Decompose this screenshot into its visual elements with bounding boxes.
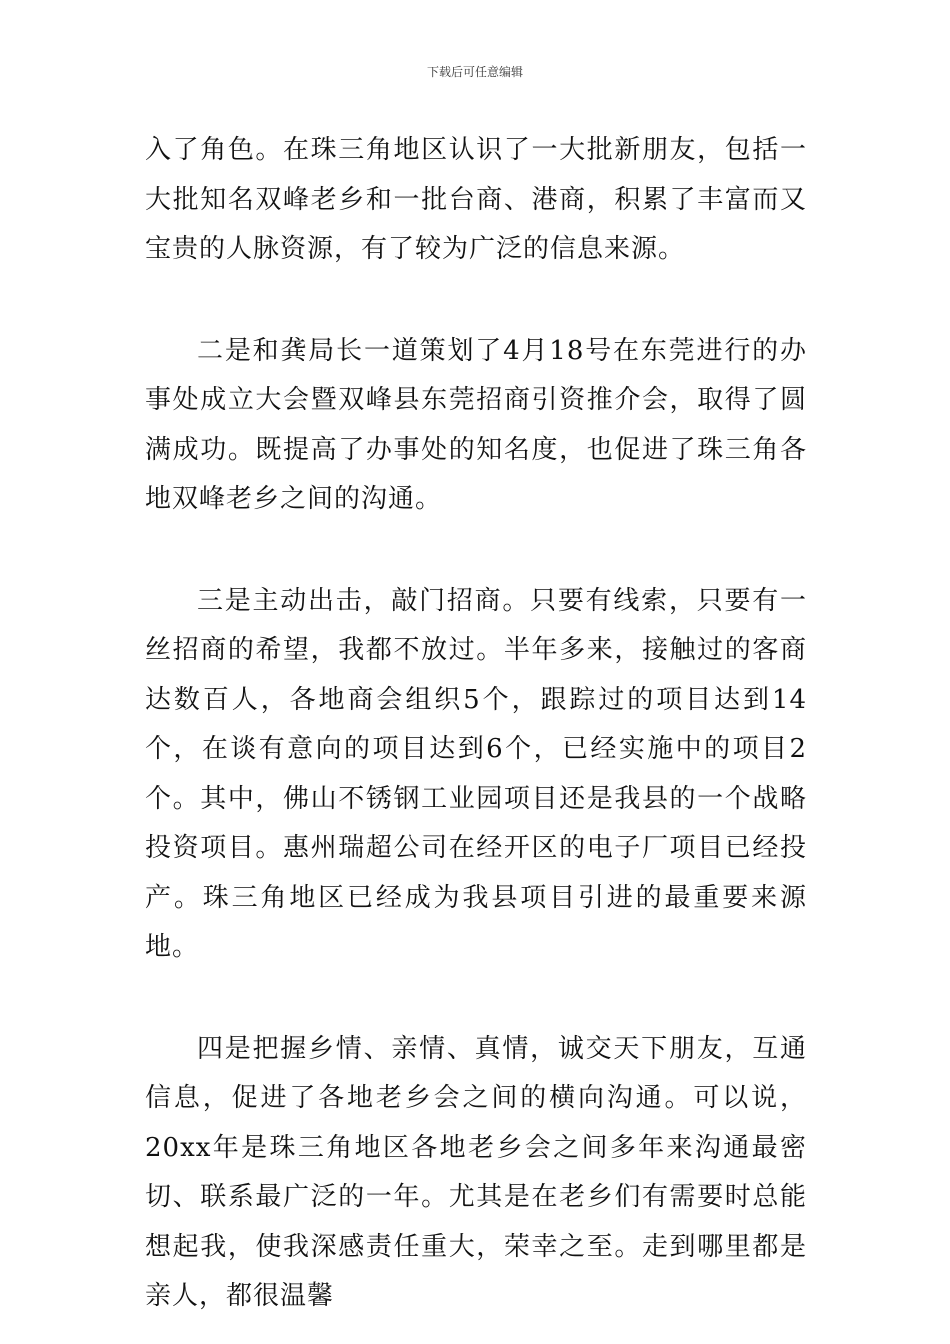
paragraph-four: 四是把握乡情、亲情、真情，诚交天下朋友，互通信息，促进了各地老乡会之间的横向沟通。可以说，20xx年是珠三角地区各地老乡会之间多年来沟通最密切、联系最广泛的一年。尤其是在老乡们有需要时总能想起我，使我深感责任重大，荣幸之至。走到哪里都是亲人，都很温馨 xyxy=(145,1033,807,1311)
paragraph-three: 三是主动出击，敲门招商。只要有线索，只要有一丝招商的希望，我都不放过。半年多来，接触过的客商达数百人，各地商会组织5个，跟踪过的项目达到14个，在谈有意向的项目达到6个，已经实施中的项目2个。其中，佛山不锈钢工业园项目还是我县的一个战略投资项目。惠州瑞超公司在经开区的电子厂项目已经投产。珠三角地区已经成为我县项目引进的最重要来源地。 xyxy=(145,585,807,962)
paragraph-continuation: 入了角色。在珠三角地区认识了一大批新朋友，包括一大批知名双峰老乡和一批台商、港商，积累了丰富而又宝贵的人脉资源，有了较为广泛的信息来源。 xyxy=(145,135,807,264)
document-body xyxy=(145,126,807,1322)
page-header: 下载后可任意编辑 xyxy=(426,65,523,79)
paragraph-two: 二是和龚局长一道策划了4月18号在东莞进行的办事处成立大会暨双峰县东莞招商引资推介会，取得了圆满成功。既提高了办事处的知名度，也促进了珠三角各地双峰老乡之间的沟通。 xyxy=(145,335,807,514)
paragraph-gap xyxy=(145,973,807,1025)
paragraph-gap xyxy=(145,275,807,327)
paragraph-gap xyxy=(145,525,807,577)
